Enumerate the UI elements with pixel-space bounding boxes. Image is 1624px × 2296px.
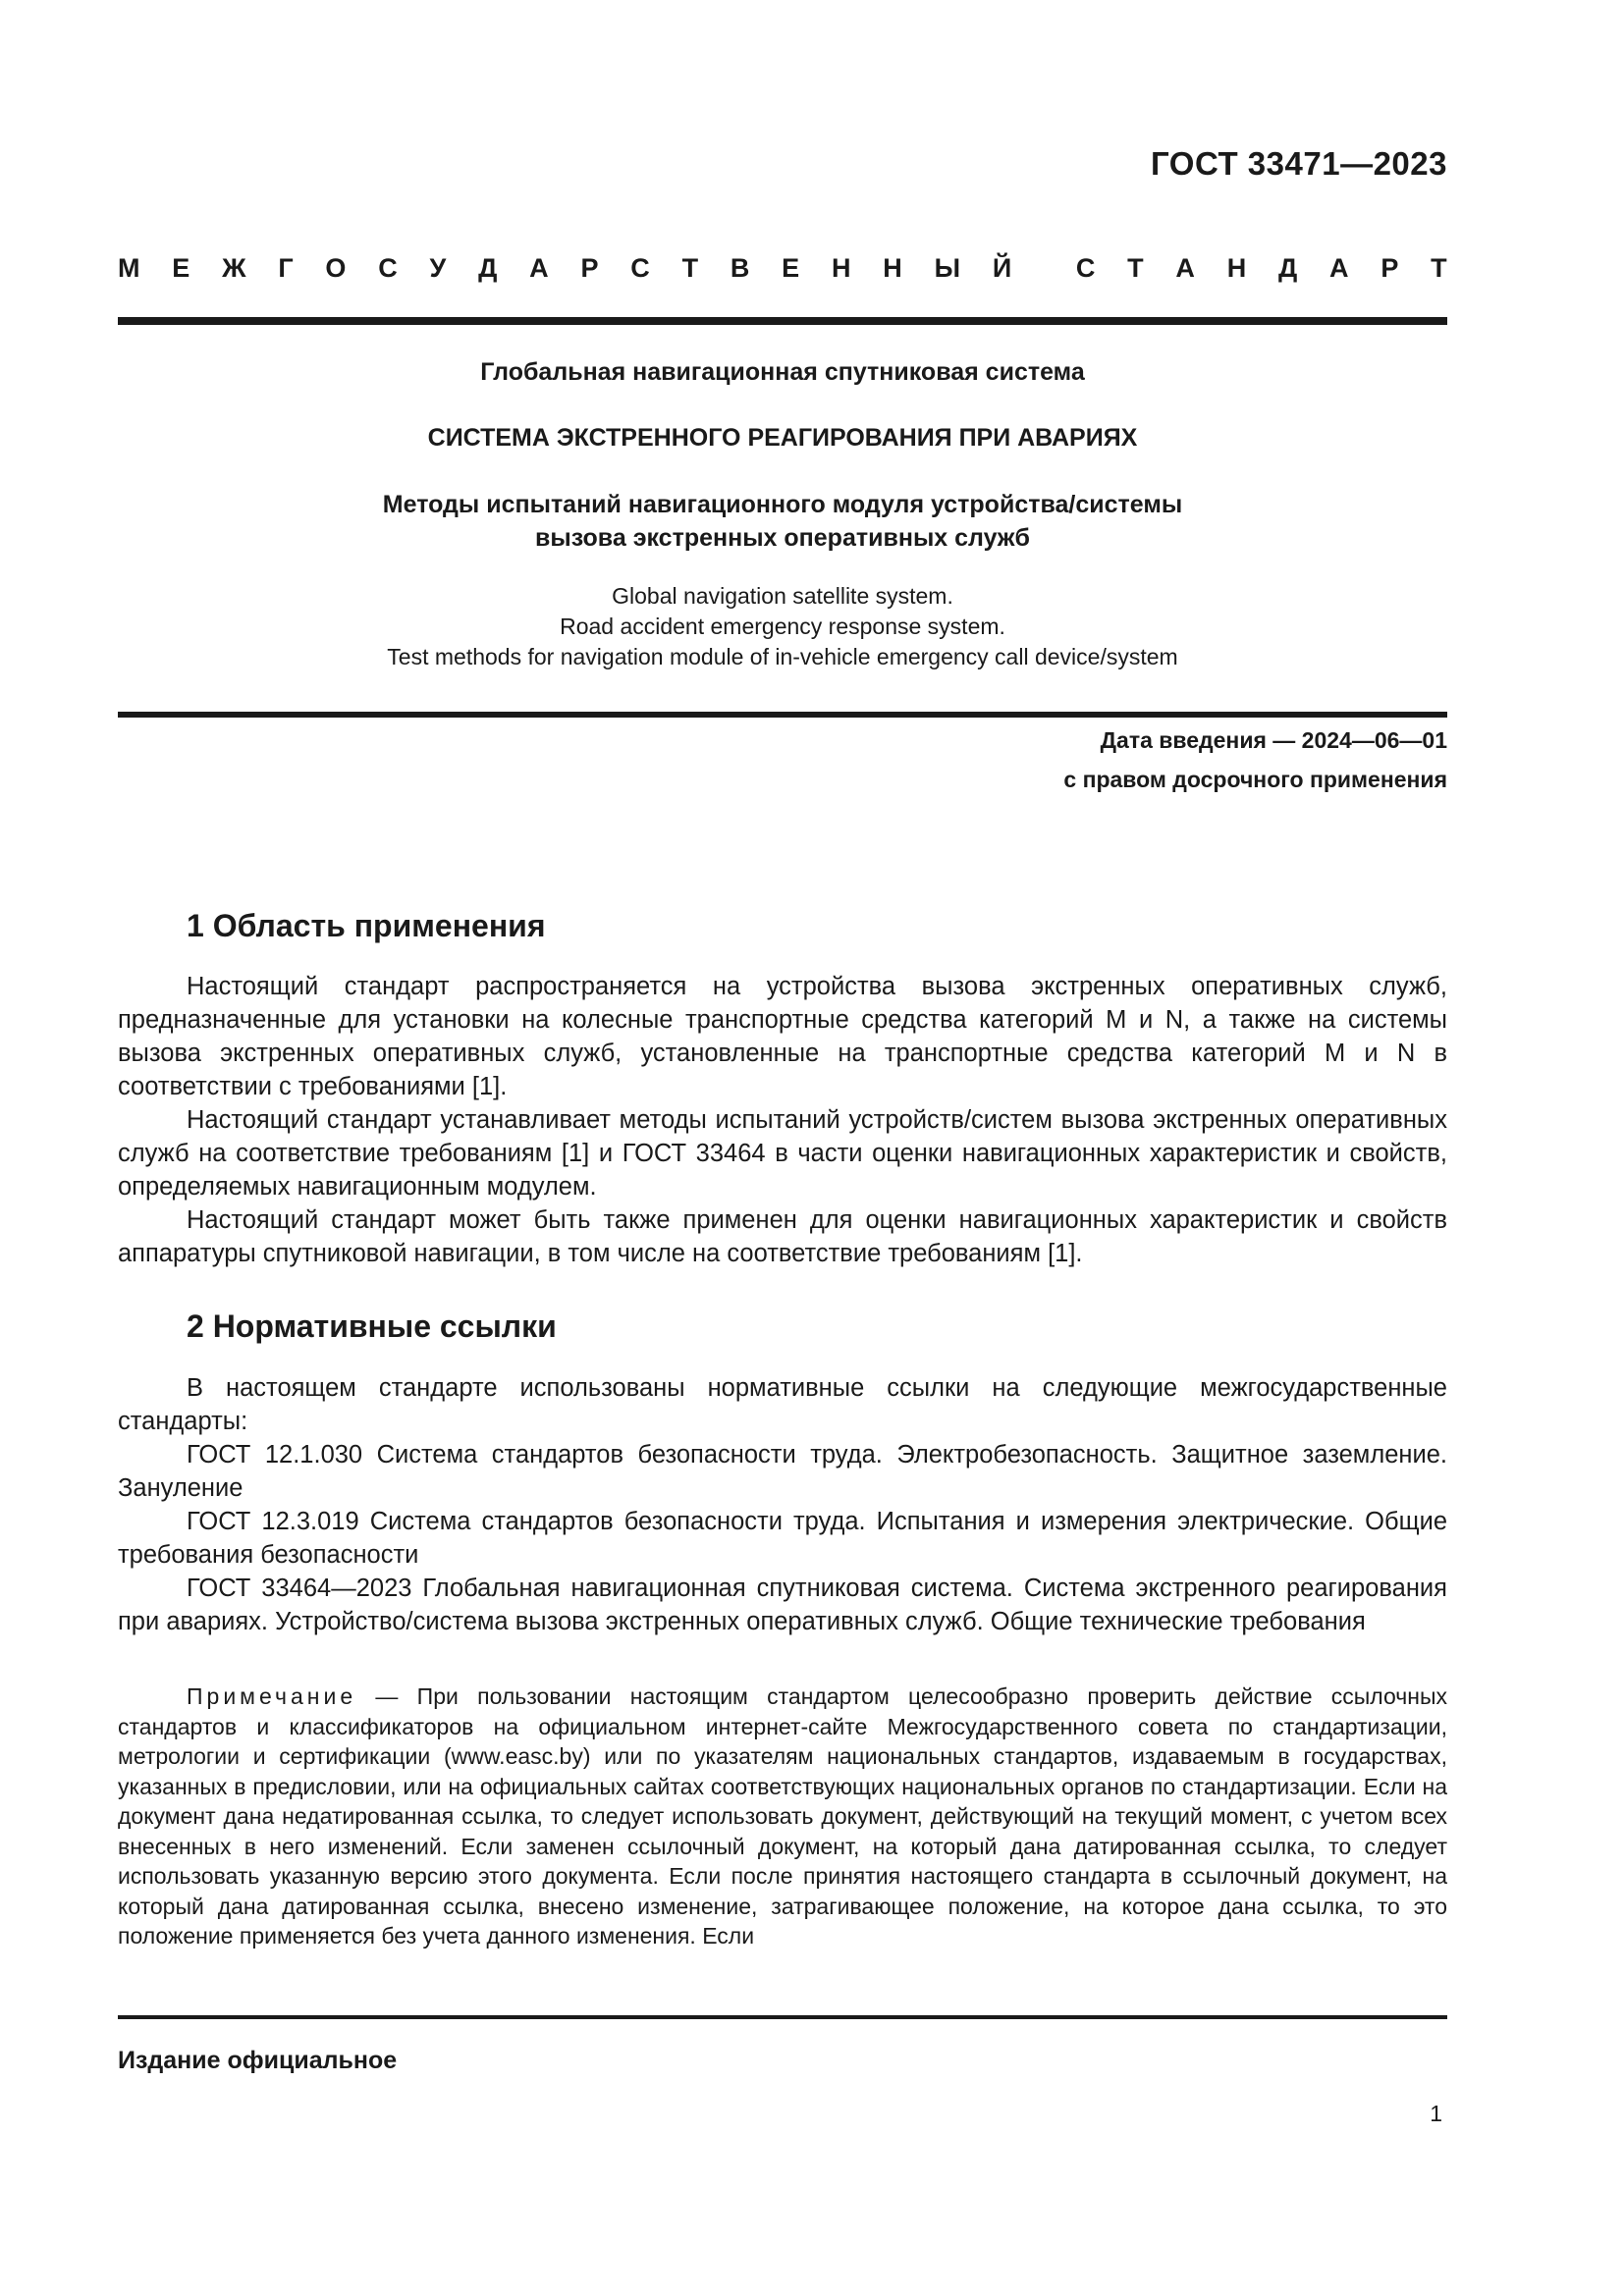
early-application-note: с правом досрочного применения xyxy=(1063,767,1447,792)
title-english-line: Road accident emergency response system. xyxy=(560,614,1005,639)
section-heading-references: 2 Нормативные ссылки xyxy=(187,1308,557,1344)
standard-type-letter: С xyxy=(630,253,650,283)
standard-type-letter: Д xyxy=(1278,253,1298,283)
title-system: Глобальная навигационная спутниковая система xyxy=(480,358,1085,386)
standard-type-letter: М xyxy=(118,253,140,283)
standard-type-letter: С xyxy=(1075,253,1096,283)
standard-type-letter: О xyxy=(325,253,347,283)
title-english xyxy=(118,581,1447,672)
paragraph: Настоящий стандарт устанавливает методы испытаний устройств/систем вызова экстренных оперативных служб на соответствие требованиям [1] и ГОСТ 33464 в части оценки навигационных характеристик и свойств, определяемых навигационным модулем. xyxy=(118,1106,1447,1201)
standard-type-letter: С xyxy=(378,253,398,283)
paragraph: В настоящем стандарте использованы нормативные ссылки на следующие межгосударственные стандарты: xyxy=(118,1374,1447,1435)
standard-type-heading xyxy=(118,253,1447,284)
standard-type-letter: Т xyxy=(1431,253,1447,283)
top-divider xyxy=(118,317,1447,325)
standard-type-letter: У xyxy=(429,253,447,283)
edition-label: Издание официальное xyxy=(118,2047,398,2074)
standard-type-letter: Е xyxy=(782,253,800,283)
standard-type-letter: Н xyxy=(831,253,851,283)
reference-item: ГОСТ 33464—2023 Глобальная навигационная спутниковая система. Система экстренного реагирования при авариях. Устройство/система вызова экстренных оперативных служб. Общие технические требования xyxy=(118,1575,1447,1635)
paragraph: Настоящий стандарт может быть также применен для оценки навигационных характеристик и свойств аппаратуры спутниковой навигации, в том числе на соответствие требованиям [1]. xyxy=(118,1206,1447,1267)
section-heading-scope: 1 Область применения xyxy=(187,908,546,943)
standard-type-letter: Н xyxy=(883,253,902,283)
standard-type-letter: В xyxy=(730,253,750,283)
section-body-references xyxy=(118,1371,1447,1638)
title-methods xyxy=(118,488,1447,555)
paragraph: Настоящий стандарт распространяется на устройства вызова экстренных оперативных служб, предназначенные для установки на колесные транспортные средства категорий M и N, а также на системы вызова экстренных оперативных служб, установленные на транспортные средства категорий M и N в соответствии с требованиями [1]. xyxy=(118,973,1447,1100)
standard-type-letter: Ы xyxy=(934,253,961,283)
title-english-line: Test methods for navigation module of in-vehicle emergency call device/system xyxy=(387,644,1178,669)
standard-type-letter: А xyxy=(529,253,549,283)
standard-type-letter: Т xyxy=(681,253,699,283)
standard-type-letter: Е xyxy=(172,253,190,283)
introduction-date-block xyxy=(1063,721,1447,799)
title-english-line: Global navigation satellite system. xyxy=(612,583,953,609)
title-methods-line: Методы испытаний навигационного модуля устройства/системы xyxy=(382,491,1183,518)
standard-type-letter: Ж xyxy=(222,253,246,283)
title-methods-line: вызова экстренных оперативных служб xyxy=(535,524,1030,552)
title-subsystem: СИСТЕМА ЭКСТРЕННОГО РЕАГИРОВАНИЯ ПРИ АВАРИЯХ xyxy=(427,424,1138,452)
document-number: ГОСТ 33471—2023 xyxy=(1151,145,1447,182)
bottom-divider xyxy=(118,2015,1447,2019)
standard-type-letter: Т xyxy=(1127,253,1144,283)
standard-type-letter: А xyxy=(1175,253,1195,283)
standard-type-letter: Г xyxy=(278,253,294,283)
standard-type-letter: Н xyxy=(1226,253,1247,283)
note-block xyxy=(118,1682,1447,1951)
standard-type-letter: Р xyxy=(580,253,599,283)
standard-type-letter: Р xyxy=(1380,253,1399,283)
note-label: Примечание xyxy=(187,1683,357,1709)
standard-type-letter: Д xyxy=(478,253,498,283)
reference-item: ГОСТ 12.1.030 Система стандартов безопасности труда. Электробезопасность. Защитное заземление. Зануление xyxy=(118,1441,1447,1502)
note-text: — При пользовании настоящим стандартом целесообразно проверить действие ссылочных стандартов и классификаторов на официальном интернет-сайте Межгосударственного совета по стандартизации, метрологии и сертификации (www.easc.by) или по указателям национальных стандартов, издаваемым в государствах, указанных в предисловии, или на официальных сайтах соответствующих национальных органов по стандартизации. Если на документ дана недатированная ссылка, то следует использовать документ, действующий на текущий момент, с учетом всех внесенных в него изменений. Если заменен ссылочный документ, на который дана датированная ссылка, то следует использовать указанную версию этого документа. Если после принятия настоящего стандарта в ссылочный документ, на который дана датированная ссылка, внесено изменение, затрагивающее положение, на которое дана ссылка, то это положение применяется без учета данного изменения. Если xyxy=(118,1683,1447,1949)
page-number: 1 xyxy=(1430,2101,1442,2126)
standard-type-letter: А xyxy=(1329,253,1349,283)
section-body-scope xyxy=(118,970,1447,1270)
reference-item: ГОСТ 12.3.019 Система стандартов безопасности труда. Испытания и измерения электрические. Общие требования безопасности xyxy=(118,1508,1447,1569)
standard-type-letter: Й xyxy=(992,253,1012,283)
title-divider xyxy=(118,712,1447,718)
introduction-date: Дата введения — 2024—06—01 xyxy=(1100,727,1447,753)
